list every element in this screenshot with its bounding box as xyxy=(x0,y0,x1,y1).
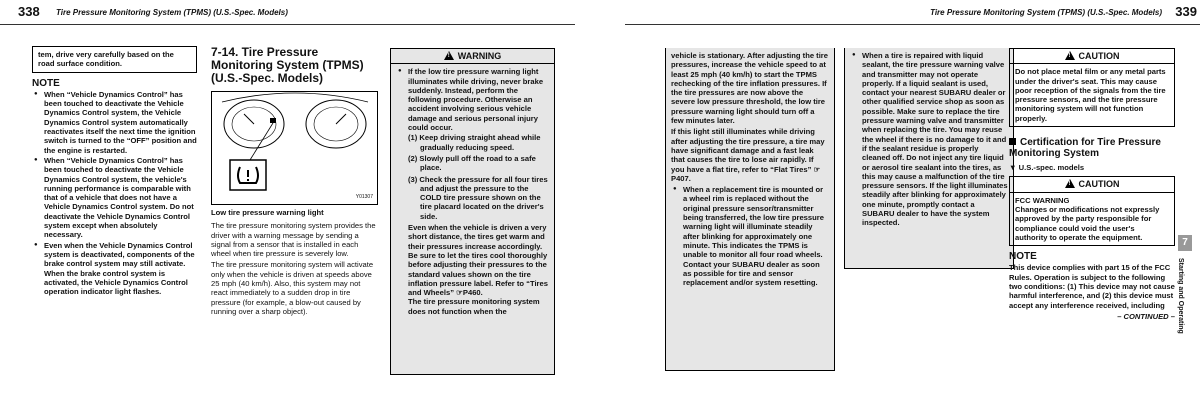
step: (2) Slowly pull off the road to a safe place. xyxy=(408,153,536,173)
dashboard-illustration xyxy=(212,92,377,204)
triangle-down-icon: ▼ xyxy=(1009,163,1017,173)
continued-text-box: tem, drive very carefully based on the road surface condition. xyxy=(32,46,197,73)
right-col-1 xyxy=(665,48,835,371)
fcc-heading: FCC WARNING xyxy=(1015,195,1070,205)
caution-header-2 xyxy=(1009,176,1175,191)
step: (3) Check the pressure for all four tires and adjust the pressure to the COLD tire pressure shown on the tire placard located on the driver's side. xyxy=(408,174,548,221)
right-page xyxy=(625,0,1200,402)
note-item: ● Even when the Vehicle Dynamics Control system is deactivated, components of the brake control system may still activate. When the brake control system is activated, the Vehicle Dynamics Control operation indicator light flashes. xyxy=(44,241,197,297)
warning-continued-box xyxy=(665,48,835,371)
right-col-3 xyxy=(1009,48,1175,321)
warning-tail: The tire pressure monitoring system does not function when the xyxy=(408,297,540,316)
warning-box xyxy=(390,63,555,375)
paragraph: vehicle is stationary. After adjusting the tire pressures, increase the vehicle speed to at least 25 mph (40 km/h) to start the TPMS rechecking of the tire inflation pressures. If the tire pressures are now above the severe low pressure threshold, the low tire pressure warning light should turn off a few minutes later. xyxy=(671,51,828,126)
caution-triangle-icon: ! xyxy=(1065,51,1075,60)
warning-bullet: ● If the low tire pressure warning light illuminates while driving, never brake suddenly. Instead, perform the following procedure. Otherwise an accident involving serious vehicle damage and serious personal injury could occur. xyxy=(408,67,549,132)
left-col-2 xyxy=(211,46,378,316)
bullet-list xyxy=(671,185,829,287)
left-page xyxy=(0,0,575,402)
caution-header xyxy=(1009,48,1175,63)
note-heading: NOTE xyxy=(32,77,60,89)
caution-box: Do not place metal film or any metal parts under the driver's seat. This may cause poor reception of the signals from the tire pressure sensors, and the tire pressure monitoring system will not function properly. xyxy=(1009,63,1175,127)
warning-continued-box-2 xyxy=(844,48,1014,269)
warning-after: Even when the vehicle is driven a very short distance, the tires get warm and their pressures increase accordingly. Be sure to let the tires cool thoroughly before adjusting their pressures to the standard values shown on the tire inflation pressure label. Refer to “Tires and Wheels” ☞P460. xyxy=(408,223,548,298)
warning-header xyxy=(390,48,555,63)
left-col-3 xyxy=(390,48,555,375)
square-bullet-icon xyxy=(1009,138,1016,145)
chapter-side-text: Starting and Operating xyxy=(1177,258,1184,334)
dashboard-figure xyxy=(211,91,378,205)
note-heading: NOTE xyxy=(1009,251,1037,263)
step: (1) Keep driving straight ahead while gradually reducing speed. xyxy=(408,133,541,152)
bullet-list xyxy=(850,51,1008,228)
note-list xyxy=(32,90,197,297)
paragraph: The tire pressure monitoring system provides the driver with a warning message by sending a signal from a sensor that is installed in each wheel when tire pressure is severely low. xyxy=(211,221,376,259)
bullet: ● When a replacement tire is mounted or a wheel rim is replaced without the original pressure sensor/transmitter being transferred, the low tire pressure warning light will illuminate steadily after blinking for approximately one minute. This indicates the TPMS is unable to monitor all four road wheels. Contact your SUBARU dealer as soon as possible for tire and sensor replacement and/or system resetting. xyxy=(683,185,829,287)
cert-title-row xyxy=(1009,137,1175,159)
subheading: U.S.-spec. models xyxy=(1018,163,1085,173)
warning-label: WARNING xyxy=(457,51,502,61)
note-text: This device complies with part 15 of the FCC Rules. Operation is subject to the following two conditions: (1) This device may not cause harmful interference, and (2) this device must accept any interference received, including xyxy=(1009,263,1175,310)
cert-title: Certification for Tire Pressure Monitoring System xyxy=(1009,137,1161,160)
right-page-header xyxy=(625,4,1200,25)
section-title: 7-14. Tire Pressure Monitoring System (TPMS) (U.S.-Spec. Models) xyxy=(211,45,364,85)
note-item: ● When “Vehicle Dynamics Control” has been touched to deactivate the Vehicle Dynamics Control system, the vehicle's running performance is comparable with that of a vehicle that does not have a Vehicle Dynamics Control system. Do not deactivate the Vehicle Dynamics Control system except when absolutely necessary. xyxy=(44,156,197,240)
header-title: Tire Pressure Monitoring System (TPMS) (U.S.-Spec. Models) xyxy=(56,8,288,17)
note-item: ● When “Vehicle Dynamics Control” has been touched to deactivate the Vehicle Dynamics Control system, the Vehicle Dynamics Control system automatically reactivates itself the next time the ignition switch is turned to the “OFF” position and the engine is restarted. xyxy=(44,90,197,155)
left-page-header xyxy=(0,4,575,25)
figure-code: Y01307 xyxy=(355,193,373,200)
page-number: 338 xyxy=(18,4,40,19)
caution-box-2 xyxy=(1009,192,1175,246)
right-col-2 xyxy=(844,48,1014,269)
fcc-text: Changes or modifications not expressly approved by the party responsible for compliance could void the user's authority to operate the equipment. xyxy=(1015,204,1160,242)
caution-triangle-icon: ! xyxy=(1065,179,1075,188)
figure-caption: Low tire pressure warning light xyxy=(211,208,324,217)
header-title: Tire Pressure Monitoring System (TPMS) (U.S.-Spec. Models) xyxy=(930,8,1162,17)
page-number: 339 xyxy=(1175,4,1197,19)
subheading-row xyxy=(1009,163,1175,172)
paragraph: The tire pressure monitoring system will activate only when the vehicle is driven at speeds above 25 mph (40 km/h). Also, this system may not react immediately to a sudden drop in tire pressure (for example, a blow-out caused by running over a sharp object). xyxy=(211,260,374,316)
paragraph: If this light still illuminates while driving after adjusting the tire pressure, a tire may have significant damage and a fast leak that causes the tire to lose air rapidly. If you have a flat tire, refer to “Flat Tires” ☞P407. xyxy=(671,127,825,183)
caution-label: CAUTION xyxy=(1078,179,1120,190)
steps xyxy=(396,133,549,221)
caution-label: CAUTION xyxy=(1078,51,1120,61)
left-col-1 xyxy=(32,46,197,297)
chapter-tab: 7 xyxy=(1178,235,1192,251)
bullet: ● When a tire is repaired with liquid sealant, the tire pressure warning valve and transmitter may not operate properly. If a liquid sealant is used, contact your nearest SUBARU dealer or other qualified service shop as soon as possible. Make sure to replace the tire pressure warning valve and transmitter when replacing the tire. You may reuse the wheel if there is no damage to it and if the sealant residue is properly cleaned off. Do not inject any tire liquid or aerosol tire sealant into the tires, as this may cause a malfunction of the tire pressure sensors. If the light illuminates steadily after blinking for approximately one minute, promptly contact a SUBARU dealer to have the system inspected. xyxy=(862,51,1008,228)
continued-label: – CONTINUED – xyxy=(1117,311,1175,321)
warning-list xyxy=(396,67,549,132)
warning-triangle-icon: ! xyxy=(444,51,454,60)
